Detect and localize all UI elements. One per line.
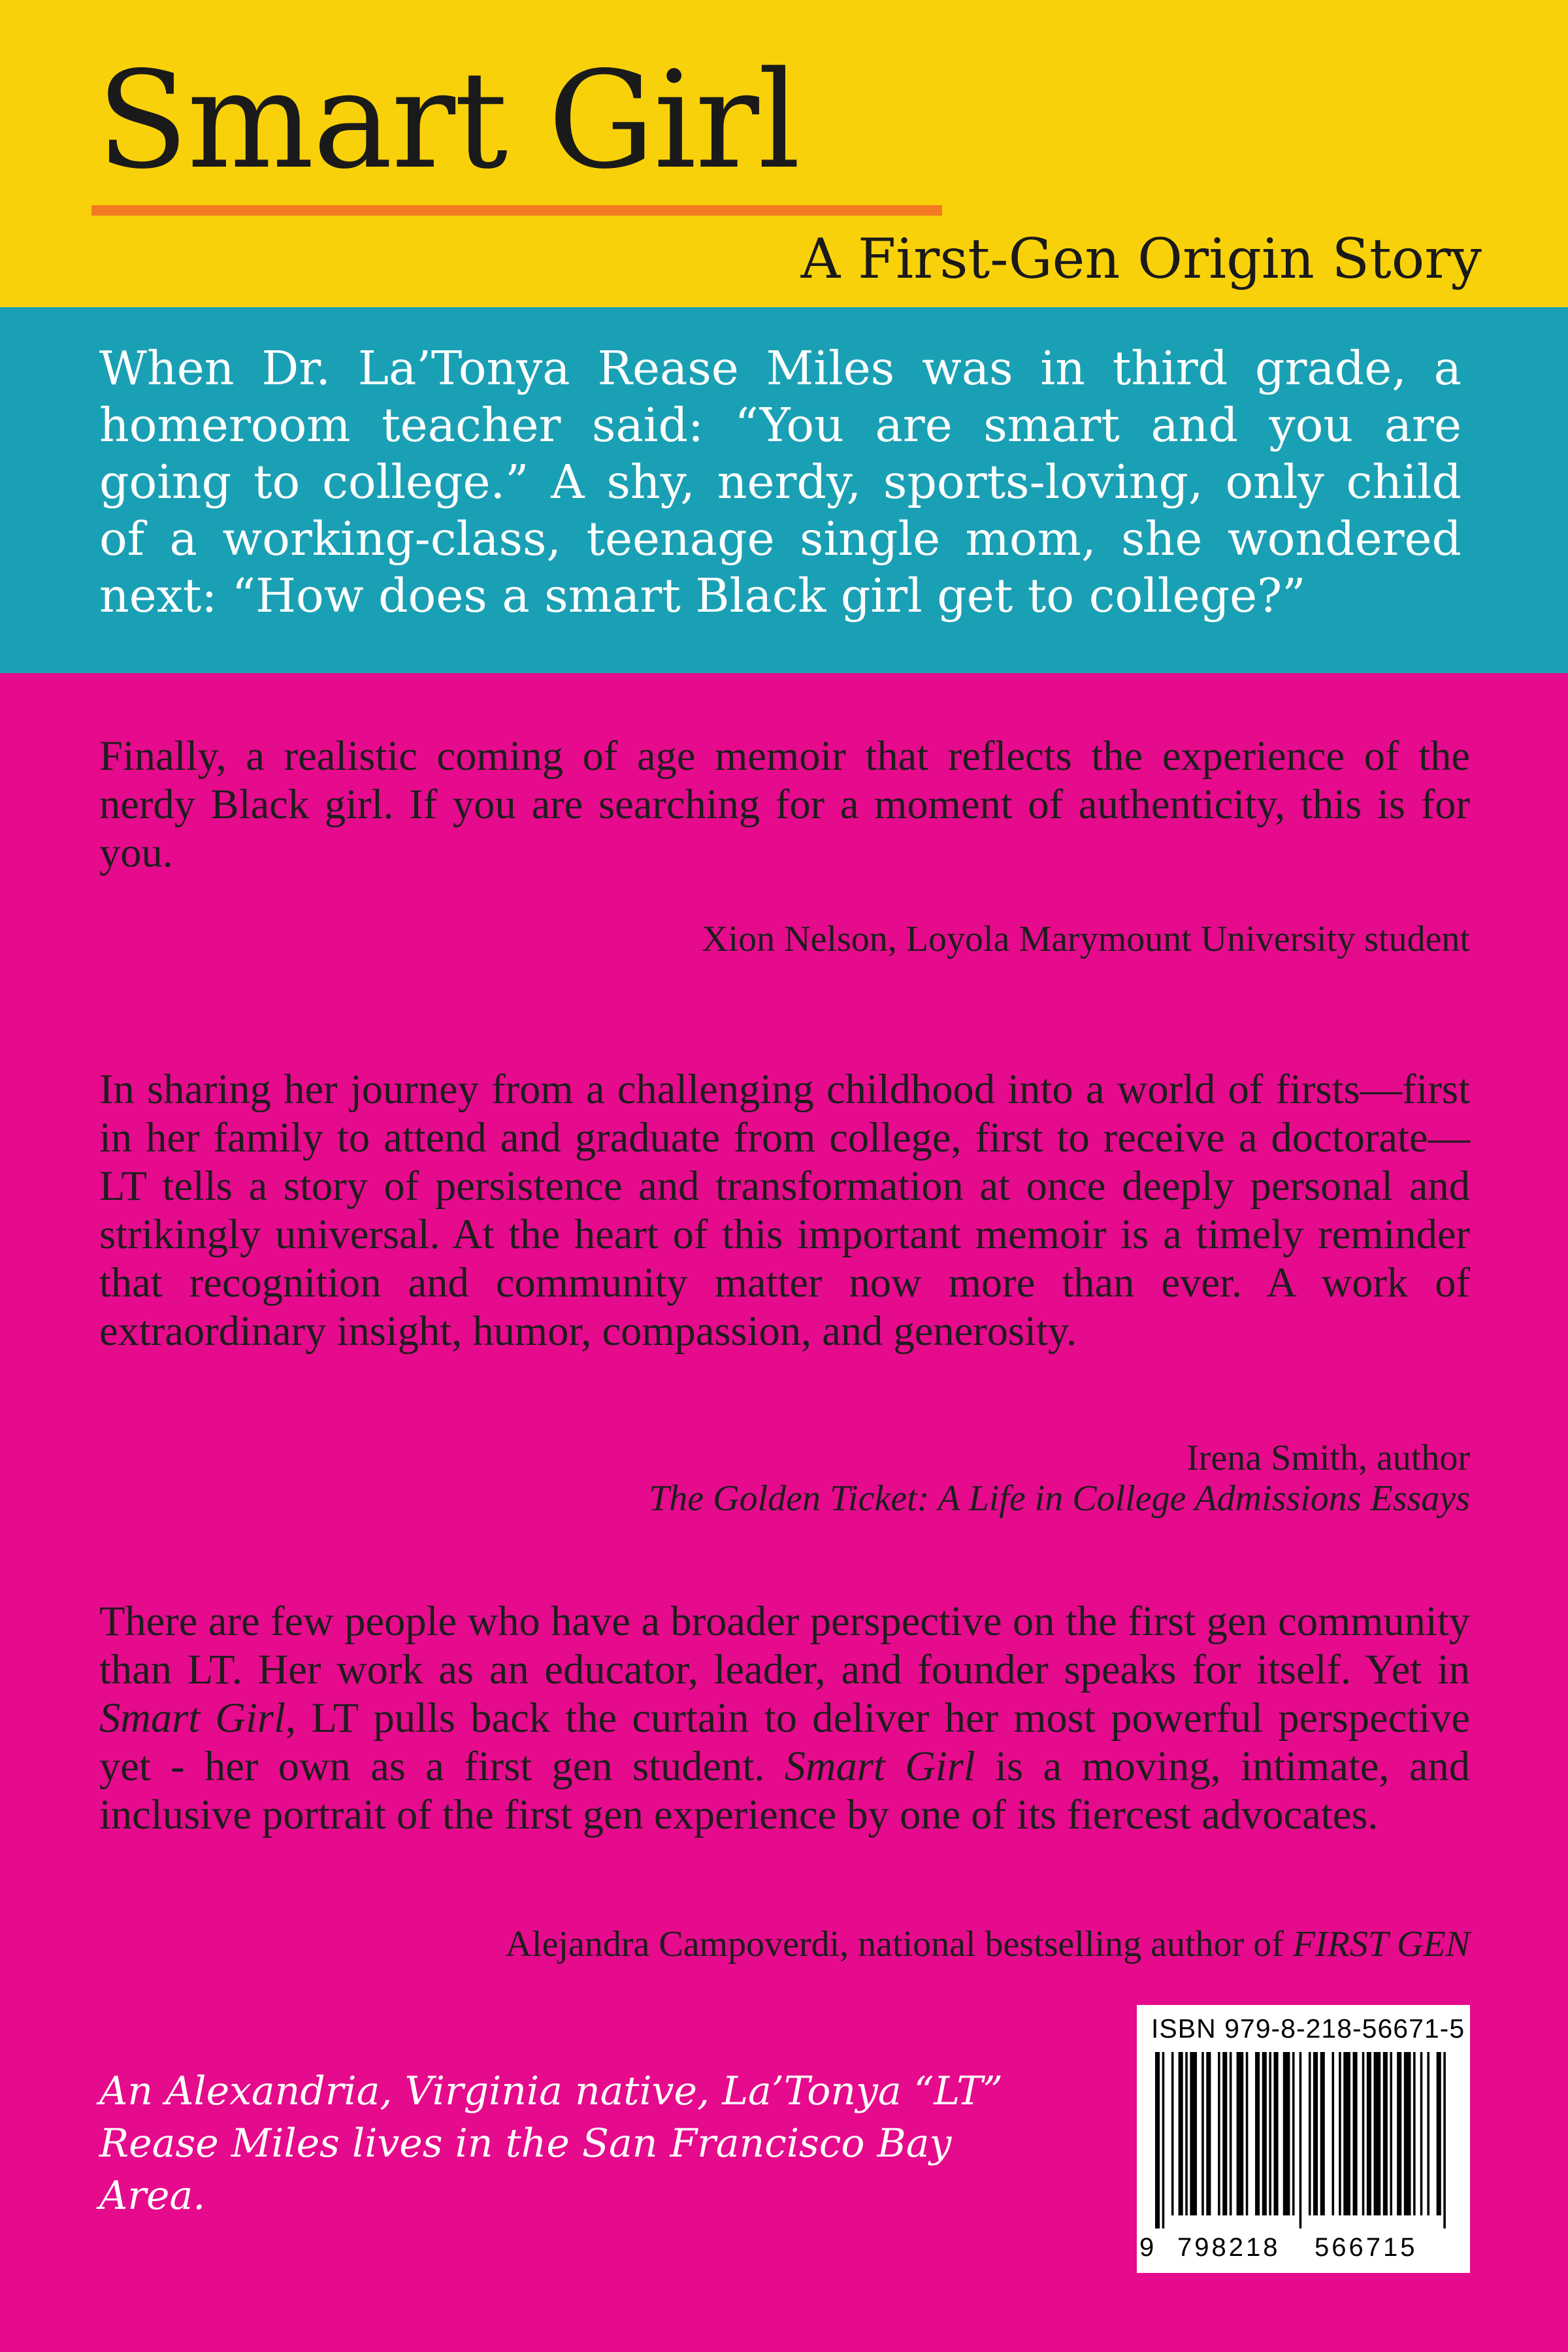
blurb-3-text <box>99 1597 1470 1839</box>
barcode-bar <box>1353 2052 1358 2215</box>
intro-paragraph: When Dr. La’Tonya Rease Miles was in third grade, a homeroom teacher said: “You are smart and you are going to college.” A shy, nerdy, sports-loving, only child of a working-class, teenage single mom, she wondered next: “How does a smart Black girl get to college?” <box>99 341 1462 623</box>
barcode-left-digits: 798218 <box>1177 2233 1281 2262</box>
title-underline-rule <box>91 205 942 216</box>
barcode-bar <box>1171 2052 1174 2215</box>
barcode-bar <box>1274 2052 1279 2215</box>
blurb-3-text-part-2: , LT pulls back the curtain to deliver her most powerful perspective yet - her own as a first gen student. <box>99 1695 1470 1789</box>
barcode-bar <box>1309 2052 1311 2215</box>
blurb-3-attribution-work: FIRST GEN <box>1292 1924 1470 1964</box>
blurb-3-italic-title-1: Smart Girl <box>99 1695 286 1741</box>
barcode-bar <box>1413 2052 1416 2215</box>
barcode-bar <box>1179 2052 1183 2215</box>
barcode-bar <box>1292 2052 1295 2215</box>
book-title: Smart Girl <box>97 43 800 199</box>
blurb-2-text: In sharing her journey from a challenging childhood into a world of firsts—first in her family to attend and graduate from college, first to receive a doctorate—LT tells a story of persistence and transformation at once deeply personal and strikingly universal. At the heart of this important memoir is a timely reminder that recognition and community matter now more than ever. A work of extraordinary insight, humor, compassion, and generosity. <box>99 1066 1470 1354</box>
barcode-bar <box>1374 2052 1381 2215</box>
author-bio: An Alexandria, Virginia native, La’Tonya “LT” Rease Miles lives in the San Francisco Bay Area. <box>99 2068 1004 2219</box>
blurb-1-attribution-line: Xion Nelson, Loyola Marymount University student <box>702 919 1470 959</box>
barcode-bar <box>1437 2052 1441 2215</box>
barcode-right-digits: 566715 <box>1315 2233 1418 2262</box>
barcode-bar <box>1222 2052 1227 2215</box>
barcode-bar <box>1397 2052 1401 2215</box>
blurb-2-attribution <box>649 1438 1470 1519</box>
barcode-bar <box>1404 2052 1411 2215</box>
barcode-bar <box>1427 2052 1429 2215</box>
barcode-bar <box>1201 2052 1204 2215</box>
barcode-bar <box>1218 2052 1220 2215</box>
barcode-bar <box>1390 2052 1392 2215</box>
book-subtitle: A First-Gen Origin Story <box>800 227 1482 291</box>
barcode-bar <box>1262 2052 1267 2215</box>
isbn-label: ISBN 979-8-218-56671-5 <box>1151 2013 1465 2044</box>
blurb-1-attribution <box>702 919 1470 959</box>
barcode-bars-graphic <box>1155 2052 1450 2228</box>
blurb-3-attribution <box>506 1924 1470 1964</box>
barcode-bar <box>1190 2052 1197 2215</box>
barcode-bar <box>1162 2052 1165 2228</box>
barcode-bar <box>1283 2052 1290 2215</box>
barcode-bar <box>1155 2052 1160 2228</box>
blurb-3-italic-title-2: Smart Girl <box>784 1743 975 1789</box>
barcode-bar <box>1331 2052 1334 2215</box>
blurb-2-attribution-author: Irena Smith, author <box>1186 1438 1470 1478</box>
isbn-barcode <box>1137 2005 1470 2273</box>
barcode-bar <box>1343 2052 1350 2215</box>
barcode-bar <box>1362 2052 1365 2215</box>
blurb-3-text-part-1: There are few people who have a broader perspective on the first gen community than LT. Her work as an educator, leader, and founder speaks for itself. Yet in <box>99 1598 1470 1693</box>
barcode-first-digit: 9 <box>1139 2233 1157 2262</box>
blurb-2-attribution-work: The Golden Ticket: A Life in College Admissions Essays <box>649 1478 1470 1519</box>
blurb-1-text: Finally, a realistic coming of age memoir that reflects the experience of the nerdy Black girl. If you are searching for a moment of authenticity, this is for you. <box>99 733 1470 876</box>
barcode-bar <box>1443 2052 1446 2228</box>
barcode-bar <box>1269 2052 1271 2215</box>
barcode-bar <box>1383 2052 1388 2215</box>
barcode-bar <box>1255 2052 1260 2215</box>
barcode-bar <box>1313 2052 1318 2215</box>
blurb-3-attribution-author: Alejandra Campoverdi, national bestselling author of <box>505 1924 1293 1964</box>
barcode-bar <box>1185 2052 1188 2215</box>
blurb-3-text-part-3: is a moving, intimate, and inclusive portrait of the first gen experience by one of its fiercest advocates. <box>99 1743 1470 1838</box>
barcode-bar <box>1339 2052 1341 2215</box>
barcode-bar <box>1246 2052 1249 2215</box>
barcode-bar <box>1320 2052 1325 2215</box>
barcode-bar <box>1299 2052 1302 2228</box>
barcode-bar <box>1230 2052 1232 2215</box>
barcode-bar <box>1367 2052 1371 2215</box>
barcode-bar <box>1420 2052 1423 2215</box>
barcode-bar <box>1237 2052 1244 2215</box>
barcode-bar <box>1206 2052 1211 2215</box>
